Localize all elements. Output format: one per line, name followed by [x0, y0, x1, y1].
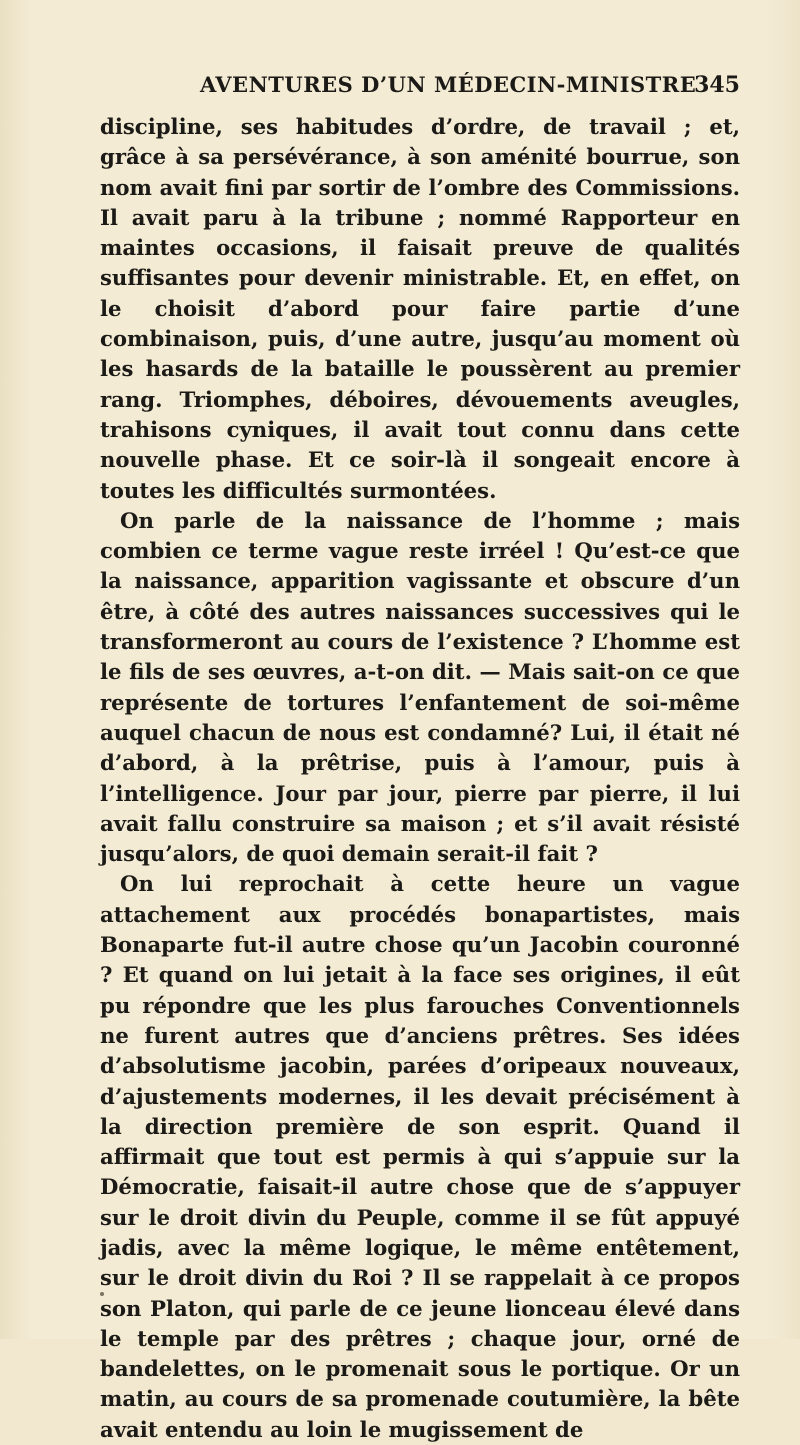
- paragraph-1: discipline, ses habitudes d’ordre, de travail ; et, grâce à sa persévérance, à son aménité bourrue, son nom avait fini par sortir de l’ombre des Commissions. Il avait paru à la tribune ; nommé Rapporteur en maintes occasions, il faisait preuve de qualités suffisantes pour devenir ministrable. Et, en effet, on le choisit d’abord pour faire partie d’une combinaison, puis, d’une autre, jusqu’au moment où les hasards de la bataille le poussèrent au premier rang. Triomphes, déboires, dévouements aveugles, trahisons cyniques, il avait tout connu dans cette nouvelle phase. Et ce soir-là il songeait encore à toutes les difficultés surmontées.: [100, 114, 740, 503]
- running-title: AVENTURES D’UN MÉDECIN-MINISTRE: [200, 72, 697, 97]
- page-header: [0, 62, 740, 102]
- paragraph-2: On parle de la naissance de l’homme ; mais combien ce terme vague reste irréel ! Qu’est-ce que la naissance, apparition vagissante et obscure d’un être, à côté des autres naissances successives qui le transformeront au cours de l’existence ? L’homme est le fils de ses œuvres, a-t-on dit. — Mais sait-on ce que représente de tortures l’enfantement de soi-même auquel chacun de nous est condamné? Lui, il était né d’abord, à la prêtrise, puis à l’amour, puis à l’intelligence. Jour par jour, pierre par pierre, il lui avait fallu construire sa maison ; et s’il avait résisté jusqu’alors, de quoi demain serait-il fait ?: [100, 507, 740, 867]
- page-number: 345: [694, 72, 740, 98]
- body-text: [100, 112, 740, 1445]
- paper-speck: [100, 1292, 104, 1296]
- paragraph-3: On lui reprochait à cette heure un vague attachement aux procédés bonapartistes, mais Bonaparte fut-il autre chose qu’un Jacobin couronné ? Et quand on lui jetait à la face ses origines, il eût pu répondre que les plus farouches Conventionnels ne furent autres que d’anciens prêtres. Ses idées d’absolutisme jacobin, parées d’oripeaux nouveaux, d’ajustements modernes, il les devait précisément à la direction première de son esprit. Quand il affirmait que tout est permis à qui s’appuie sur la Démocratie, faisait-il autre chose que de s’appuyer sur le droit divin du Peuple, comme il se fût appuyé jadis, avec la même logique, le même entêtement, sur le droit divin du Roi ? Il se rappelait à ce propos son Platon, qui parle de ce jeune lionceau élevé dans le temple par des prêtres ; chaque jour, orné de bandelettes, on le promenait sous le portique. Or un matin, au cours de sa promenade coutumière, la bête avait entendu au loin le mugissement de: [100, 871, 740, 1442]
